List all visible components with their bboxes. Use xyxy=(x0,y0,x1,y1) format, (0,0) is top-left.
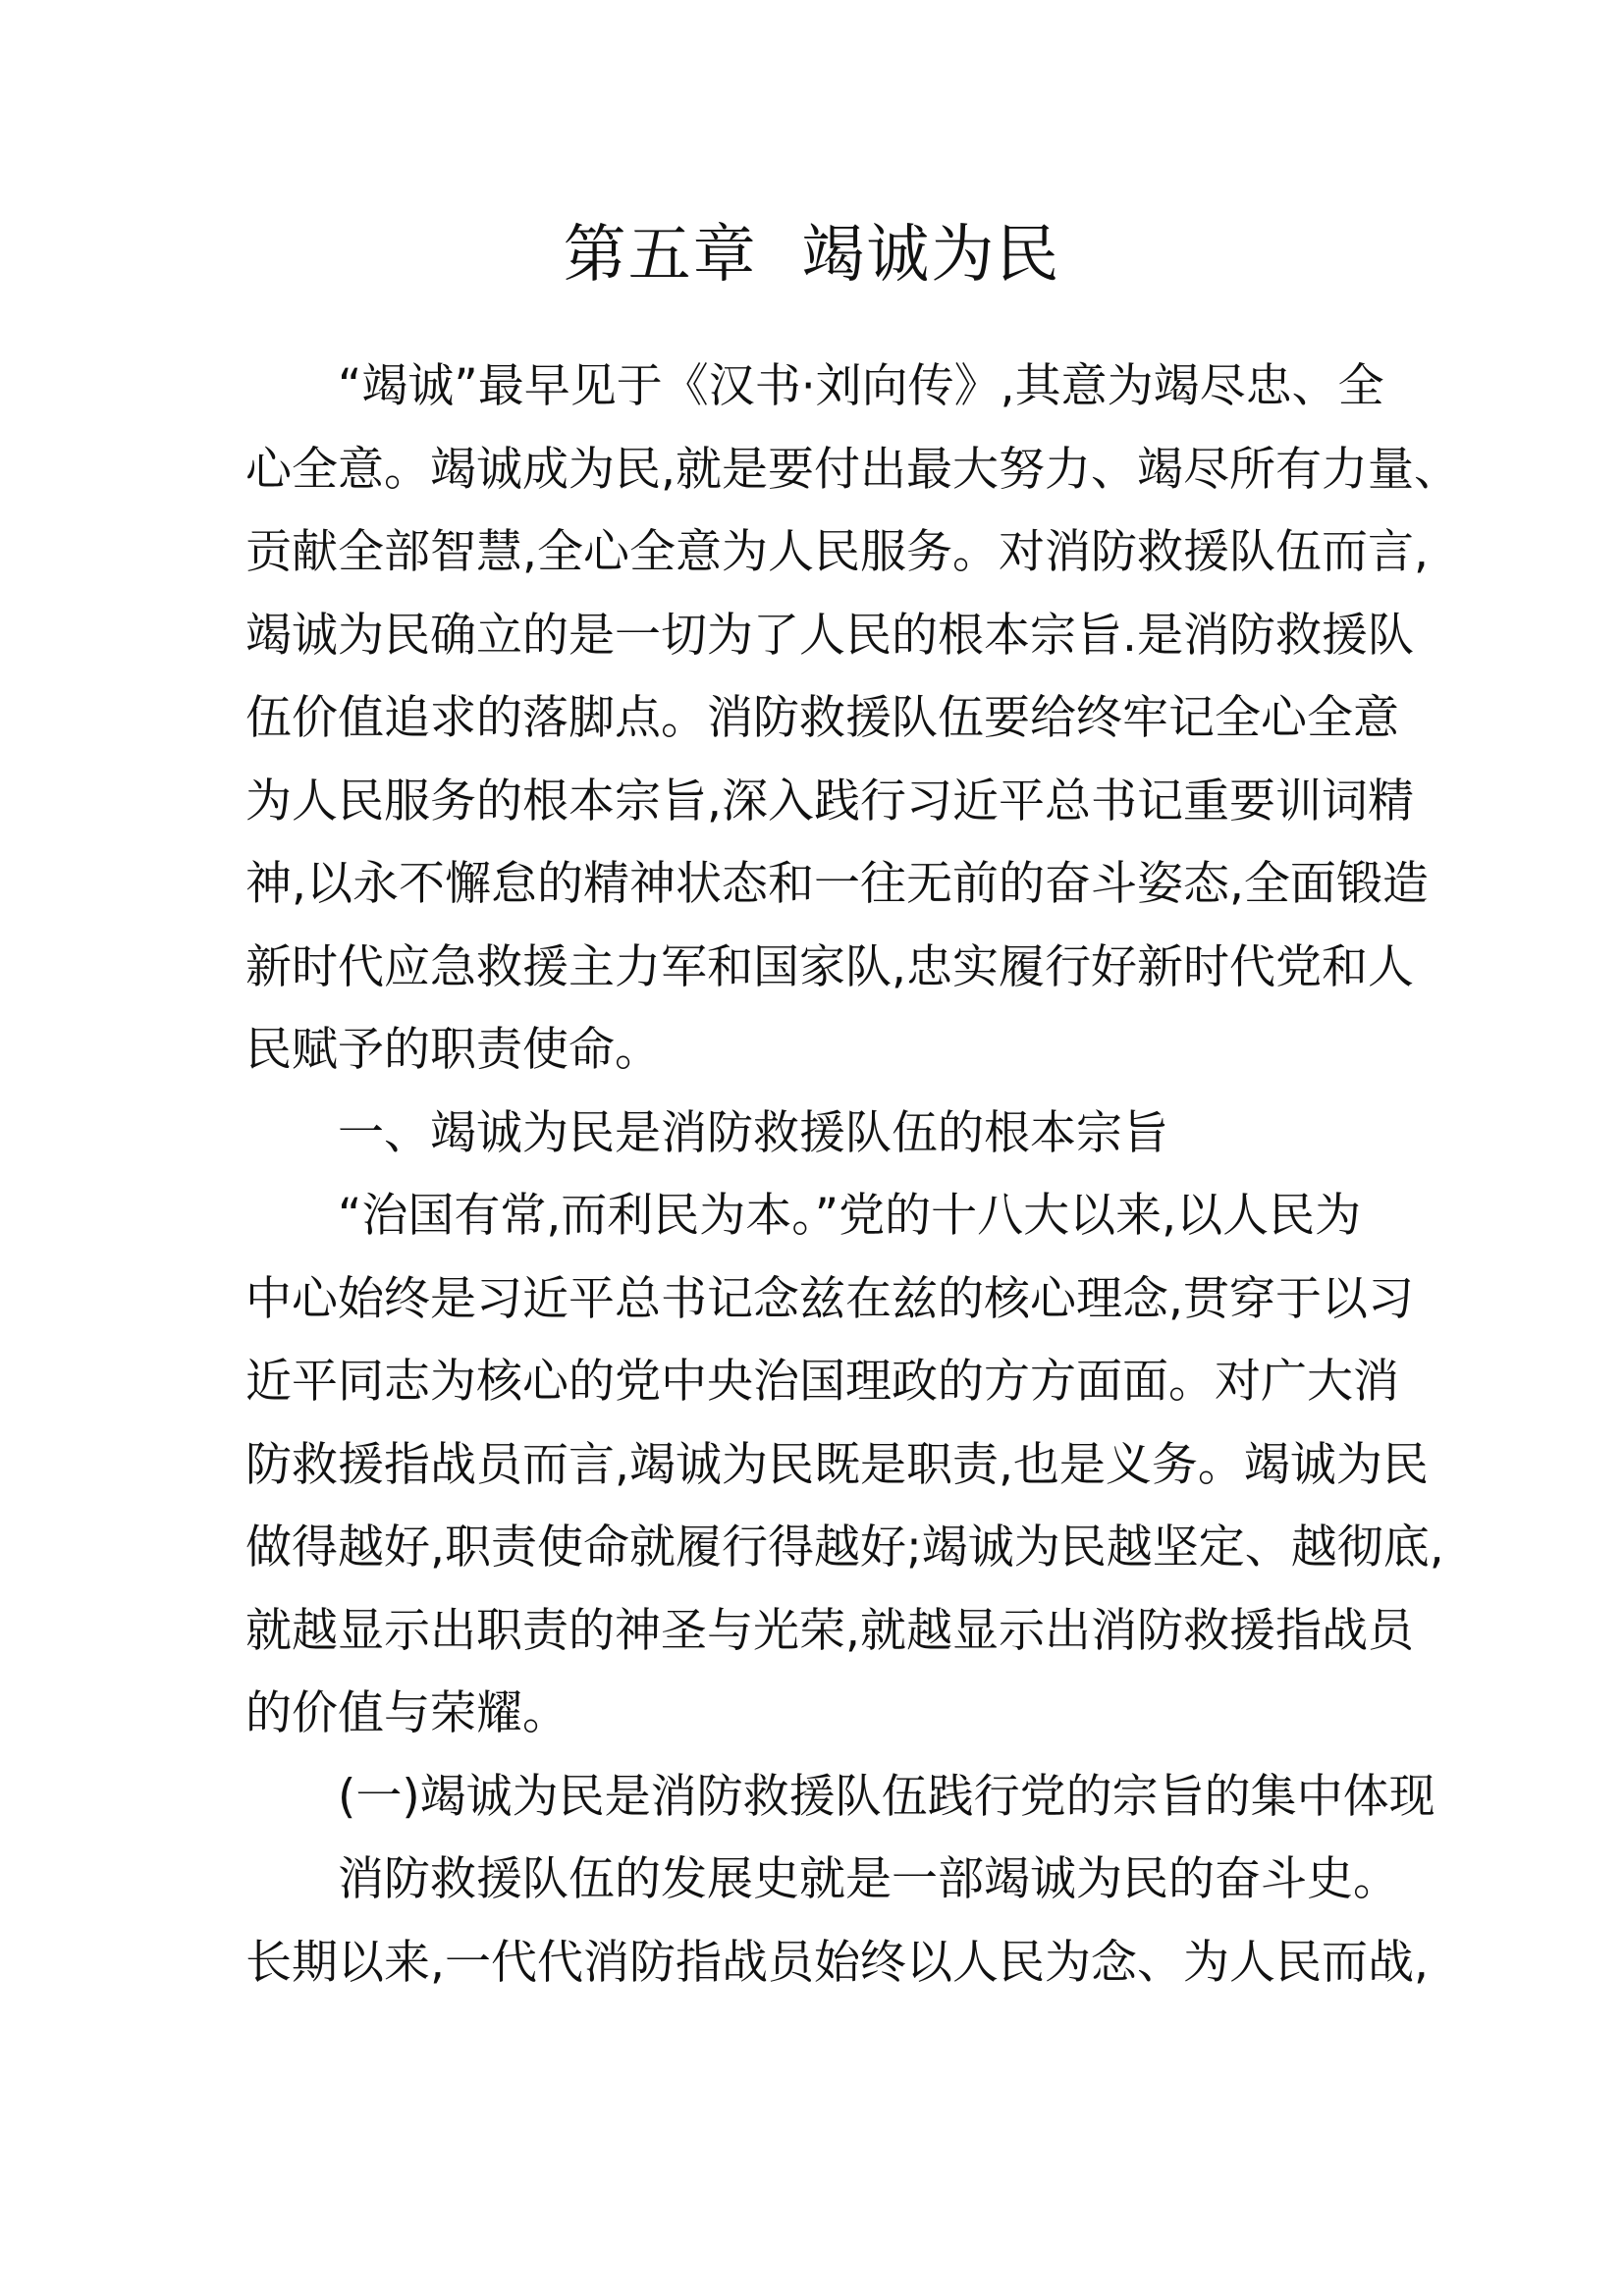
text-line: 新时代应急救援主力军和国家队,忠实履行好新时代党和人 xyxy=(245,939,1414,994)
text-line: “竭诚”最早见于《汉书·刘向传》,其意为竭尽忠、全 xyxy=(338,359,1384,413)
chapter-title: 第五章 竭诚为民 xyxy=(563,219,1061,292)
text-line: 心全意。竭诚成为民,就是要付出最大努力、竭尽所有力量、 xyxy=(245,442,1460,497)
text-line: 近平同志为核心的党中央治国理政的方方面面。对广大消 xyxy=(245,1355,1399,1409)
text-line: 长期以来,一代代消防指战员始终以人民为念、为人民而战, xyxy=(245,1935,1429,1990)
text-line: “治国有常,而利民为本。”党的十八大以来,以人民为 xyxy=(338,1189,1362,1243)
text-line: 的价值与荣耀。 xyxy=(245,1686,568,1740)
body-text xyxy=(245,346,1460,2004)
text-line: 消防救援队伍的发展史就是一部竭诚为民的奋斗史。 xyxy=(338,1852,1399,1906)
text-line: 就越显示出职责的神圣与光荣,就越显示出消防救援指战员 xyxy=(245,1603,1414,1658)
text-line: 贡献全部智慧,全心全意为人民服务。对消防救援队伍而言, xyxy=(245,525,1429,579)
text-line: 民赋予的职责使命。 xyxy=(245,1023,661,1077)
text-line: 防救援指战员而言,竭诚为民既是职责,也是义务。竭诚为民 xyxy=(245,1437,1429,1492)
text-line: (一)竭诚为民是消防救援队伍践行党的宗旨的集中体现 xyxy=(338,1769,1435,1824)
text-line: 中心始终是习近平总书记念兹在兹的核心理念,贯穿于以习 xyxy=(245,1271,1414,1326)
text-line: 竭诚为民确立的是一切为了人民的根本宗旨.是消防救援队 xyxy=(245,608,1414,663)
text-line: 伍价值追求的落脚点。消防救援队伍要给终牢记全心全意 xyxy=(245,691,1399,745)
text-line: 为人民服务的根本宗旨,深入践行习近平总书记重要训词精 xyxy=(245,774,1414,828)
text-line: 做得越好,职责使命就履行得越好;竭诚为民越坚定、越彻底, xyxy=(245,1521,1444,1575)
text-line: 神,以永不懈怠的精神状态和一往无前的奋斗姿态,全面锻造 xyxy=(245,857,1429,911)
text-line: 一、竭诚为民是消防救援队伍的根本宗旨 xyxy=(338,1105,1168,1160)
